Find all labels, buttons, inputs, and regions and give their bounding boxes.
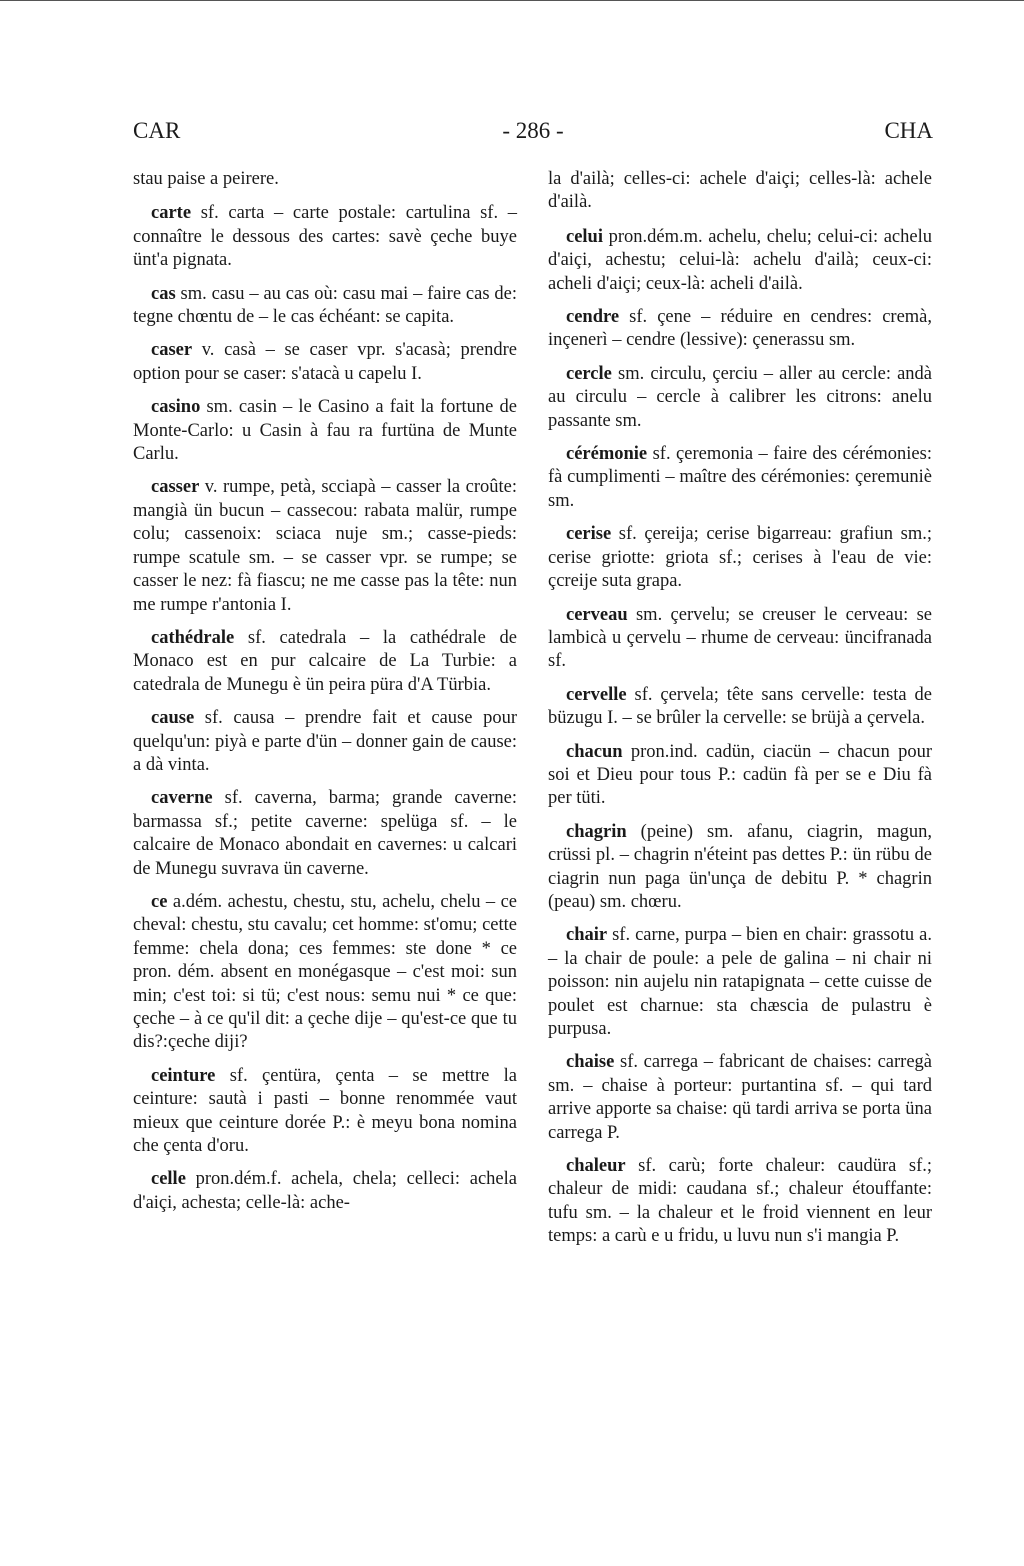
header-left-guideword: CAR — [133, 118, 181, 143]
entry-headword: cercle — [566, 363, 612, 384]
dictionary-entry: celui pron.dém.m. achelu, chelu; celui-ci: achelu d'aiçi, achestu; celui-là: achelu d'ailà; ceux-ci: acheli d'aiçi; ceux-là: acheli d'ailà. — [548, 226, 932, 294]
dictionary-entry: chaise sf. carrega – fabricant de chaises: carregà sm. – chaise à porteur: purtantina sf. – qui tard arrive apporte sa chaise: qü tardi arriva se porta üna carrega P. — [548, 1052, 932, 1143]
entry-headword: casser — [151, 477, 200, 498]
left-column — [133, 168, 517, 1225]
page-header — [133, 118, 933, 154]
dictionary-entry: stau paise a peirere. — [133, 169, 279, 189]
entry-headword: cathédrale — [151, 627, 235, 648]
dictionary-entry: ce a.dém. achestu, chestu, stu, achelu, chelu – ce cheval: chestu, stu cavalu; cet homme: st'omu; cette femme: chela dona; ces femmes: ste done * ce pron. dém. absent en monégasque – c'est moi: sun min; c'est toi: si tü; c'est nous: semu nui * ce que: çeche – à ce qu'il dit: a çeche dije – qu'est-ce que tu dis?:çeche diji? — [133, 891, 517, 1053]
page-number: - 286 - — [502, 118, 564, 143]
entry-headword: chaleur — [566, 1156, 626, 1177]
dictionary-entry: cathédrale sf. catedrala – la cathédrale de Monaco est en pur calcaire de La Turbie: a catedrala de Munegu è ün peira püra d'A Türbia. — [133, 627, 517, 695]
entry-headword: cendre — [566, 307, 620, 328]
header-right-guideword: CHA — [884, 118, 933, 143]
dictionary-entry: cas sm. casu – au cas où: casu mai – faire cas de: tegne chœntu de – le cas échéant: se capita. — [133, 283, 517, 328]
dictionary-entry: casser v. rumpe, petà, scciapà – casser la croûte: mangià ün bucun – cassecou: rabata malür, rumpe colu; cassenoix: sciaca nuje sm.; casse-pieds: rumpe scatule sm. – se casser vpr. se rumpe; se casser le nez: fà fiascu; ne me casse pas la tête: nun me rumpe r'antonia I. — [133, 477, 517, 615]
entry-headword: cerise — [566, 524, 612, 545]
dictionary-entry: cerveau sm. çervelu; se creuser le cerveau: se lambicà u çervelu – rhume de cerveau: üncifranada sf. — [548, 604, 932, 672]
dictionary-entry: cercle sm. circulu, çerciu – aller au cercle: andà au circulu – cercle à calibrer les citrons: anelu passante sm. — [548, 363, 932, 431]
entry-headword: chagrin — [566, 821, 627, 842]
dictionary-entry: carte sf. carta – carte postale: cartulina sf. – connaître le dessous des cartes: savè çeche buye ünt'a pignata. — [133, 203, 517, 271]
entry-headword: caser — [151, 340, 193, 361]
dictionary-entry: cendre sf. çene – réduire en cendres: cremà, inçenerì – cendre (lessive): çenerassu sm. — [548, 307, 932, 351]
entry-headword: caverne — [151, 788, 213, 809]
entry-headword: casino — [151, 397, 201, 418]
entry-headword: carte — [151, 203, 192, 224]
dictionary-entry: cause sf. causa – prendre fait et cause pour quelqu'un: piyà e parte d'ün – donner gain de cause: a dà vinta. — [133, 708, 517, 775]
entry-headword: cérémonie — [566, 444, 648, 465]
dictionary-entry: ceinture sf. çentüra, çenta – se mettre la ceinture: sautà i pasti – bonne renommée vaut mieux que ceinture dorée P.: è meyu bona nomina che çenta d'oru. — [133, 1065, 517, 1157]
entry-headword: chacun — [566, 741, 623, 762]
entry-headword: cervelle — [566, 684, 627, 705]
page-top-rule — [0, 0, 1024, 1]
dictionary-entry: chaleur sf. carù; forte chaleur: caudüra sf.; chaleur de midi: caudana sf.; chaleur étouffante: tufu sm. – la chaleur et le froid viennent en leur temps: a carù e u fridu, u luvu nun s'i mangia P. — [548, 1156, 932, 1247]
dictionary-entry: caverne sf. caverna, barma; grande caverne: barmassa sf.; petite caverne: spelüga sf. – le calcaire de Monaco abondait en cavernes: u calcari de Munegu suvrava ün caverne. — [133, 788, 517, 879]
dictionary-entry: caser v. casà – se caser vpr. s'acasà; prendre option pour se caser: s'atacà u capelu I. — [133, 340, 517, 384]
dictionary-entry: la d'ailà; celles-ci: achele d'aiçi; celles-là: achele d'ailà. — [548, 169, 932, 213]
entry-headword: ce — [151, 891, 168, 912]
entry-headword: celui — [566, 226, 603, 247]
entry-headword: cause — [151, 708, 195, 729]
dictionary-entry: chair sf. carne, purpa – bien en chair: grassotu a. – la chair de poule: a pele de galina – ni chair ni poisson: nin aujelu nin ratapignata – cette cuisse de poulet est charnue: sta chæscia de pulastru è purpusa. — [548, 925, 932, 1039]
dictionary-entry: casino sm. casin – le Casino a fait la fortune de Monte-Carlo: u Casin à fau ra furtüna de Munte Carlu. — [133, 397, 517, 465]
entry-headword: chaise — [566, 1052, 615, 1073]
entry-headword: ceinture — [151, 1065, 216, 1086]
entry-headword: cas — [151, 283, 176, 304]
dictionary-entry: chacun pron.ind. cadün, ciacün – chacun pour soi et Dieu pour tous P.: cadün fà per se e Diu fà per tüti. — [548, 741, 932, 809]
entry-headword: cerveau — [566, 604, 628, 625]
dictionary-entry: cervelle sf. çervela; tête sans cervelle: testa de büzugu I. – se brûler la cervelle: se brüjà a çervela. — [548, 684, 932, 729]
dictionary-entry: chagrin (peine) sm. afanu, ciagrin, magun, crüssi pl. – chagrin n'éteint pas dettes P.: ün rübu de ciagrin nun paga ün'unça de debitu P. * chagrin (peau) sm. chœru. — [548, 821, 932, 912]
dictionary-entry: cérémonie sf. çeremonia – faire des cérémonies: fà cumplimenti – maître des cérémonies: çeremuniè sm. — [548, 444, 932, 511]
right-column — [548, 168, 932, 1259]
entry-headword: chair — [566, 925, 608, 946]
dictionary-entry: cerise sf. çereija; cerise bigarreau: grafiun sm.; cerise griotte: griota sf.; cerises à l'eau de vie: çcreije suta grapa. — [548, 524, 932, 592]
dictionary-entry: celle pron.dém.f. achela, chela; celleci: achela d'aiçi, achesta; celle-là: ache- — [133, 1169, 517, 1213]
entry-headword: celle — [151, 1169, 186, 1190]
